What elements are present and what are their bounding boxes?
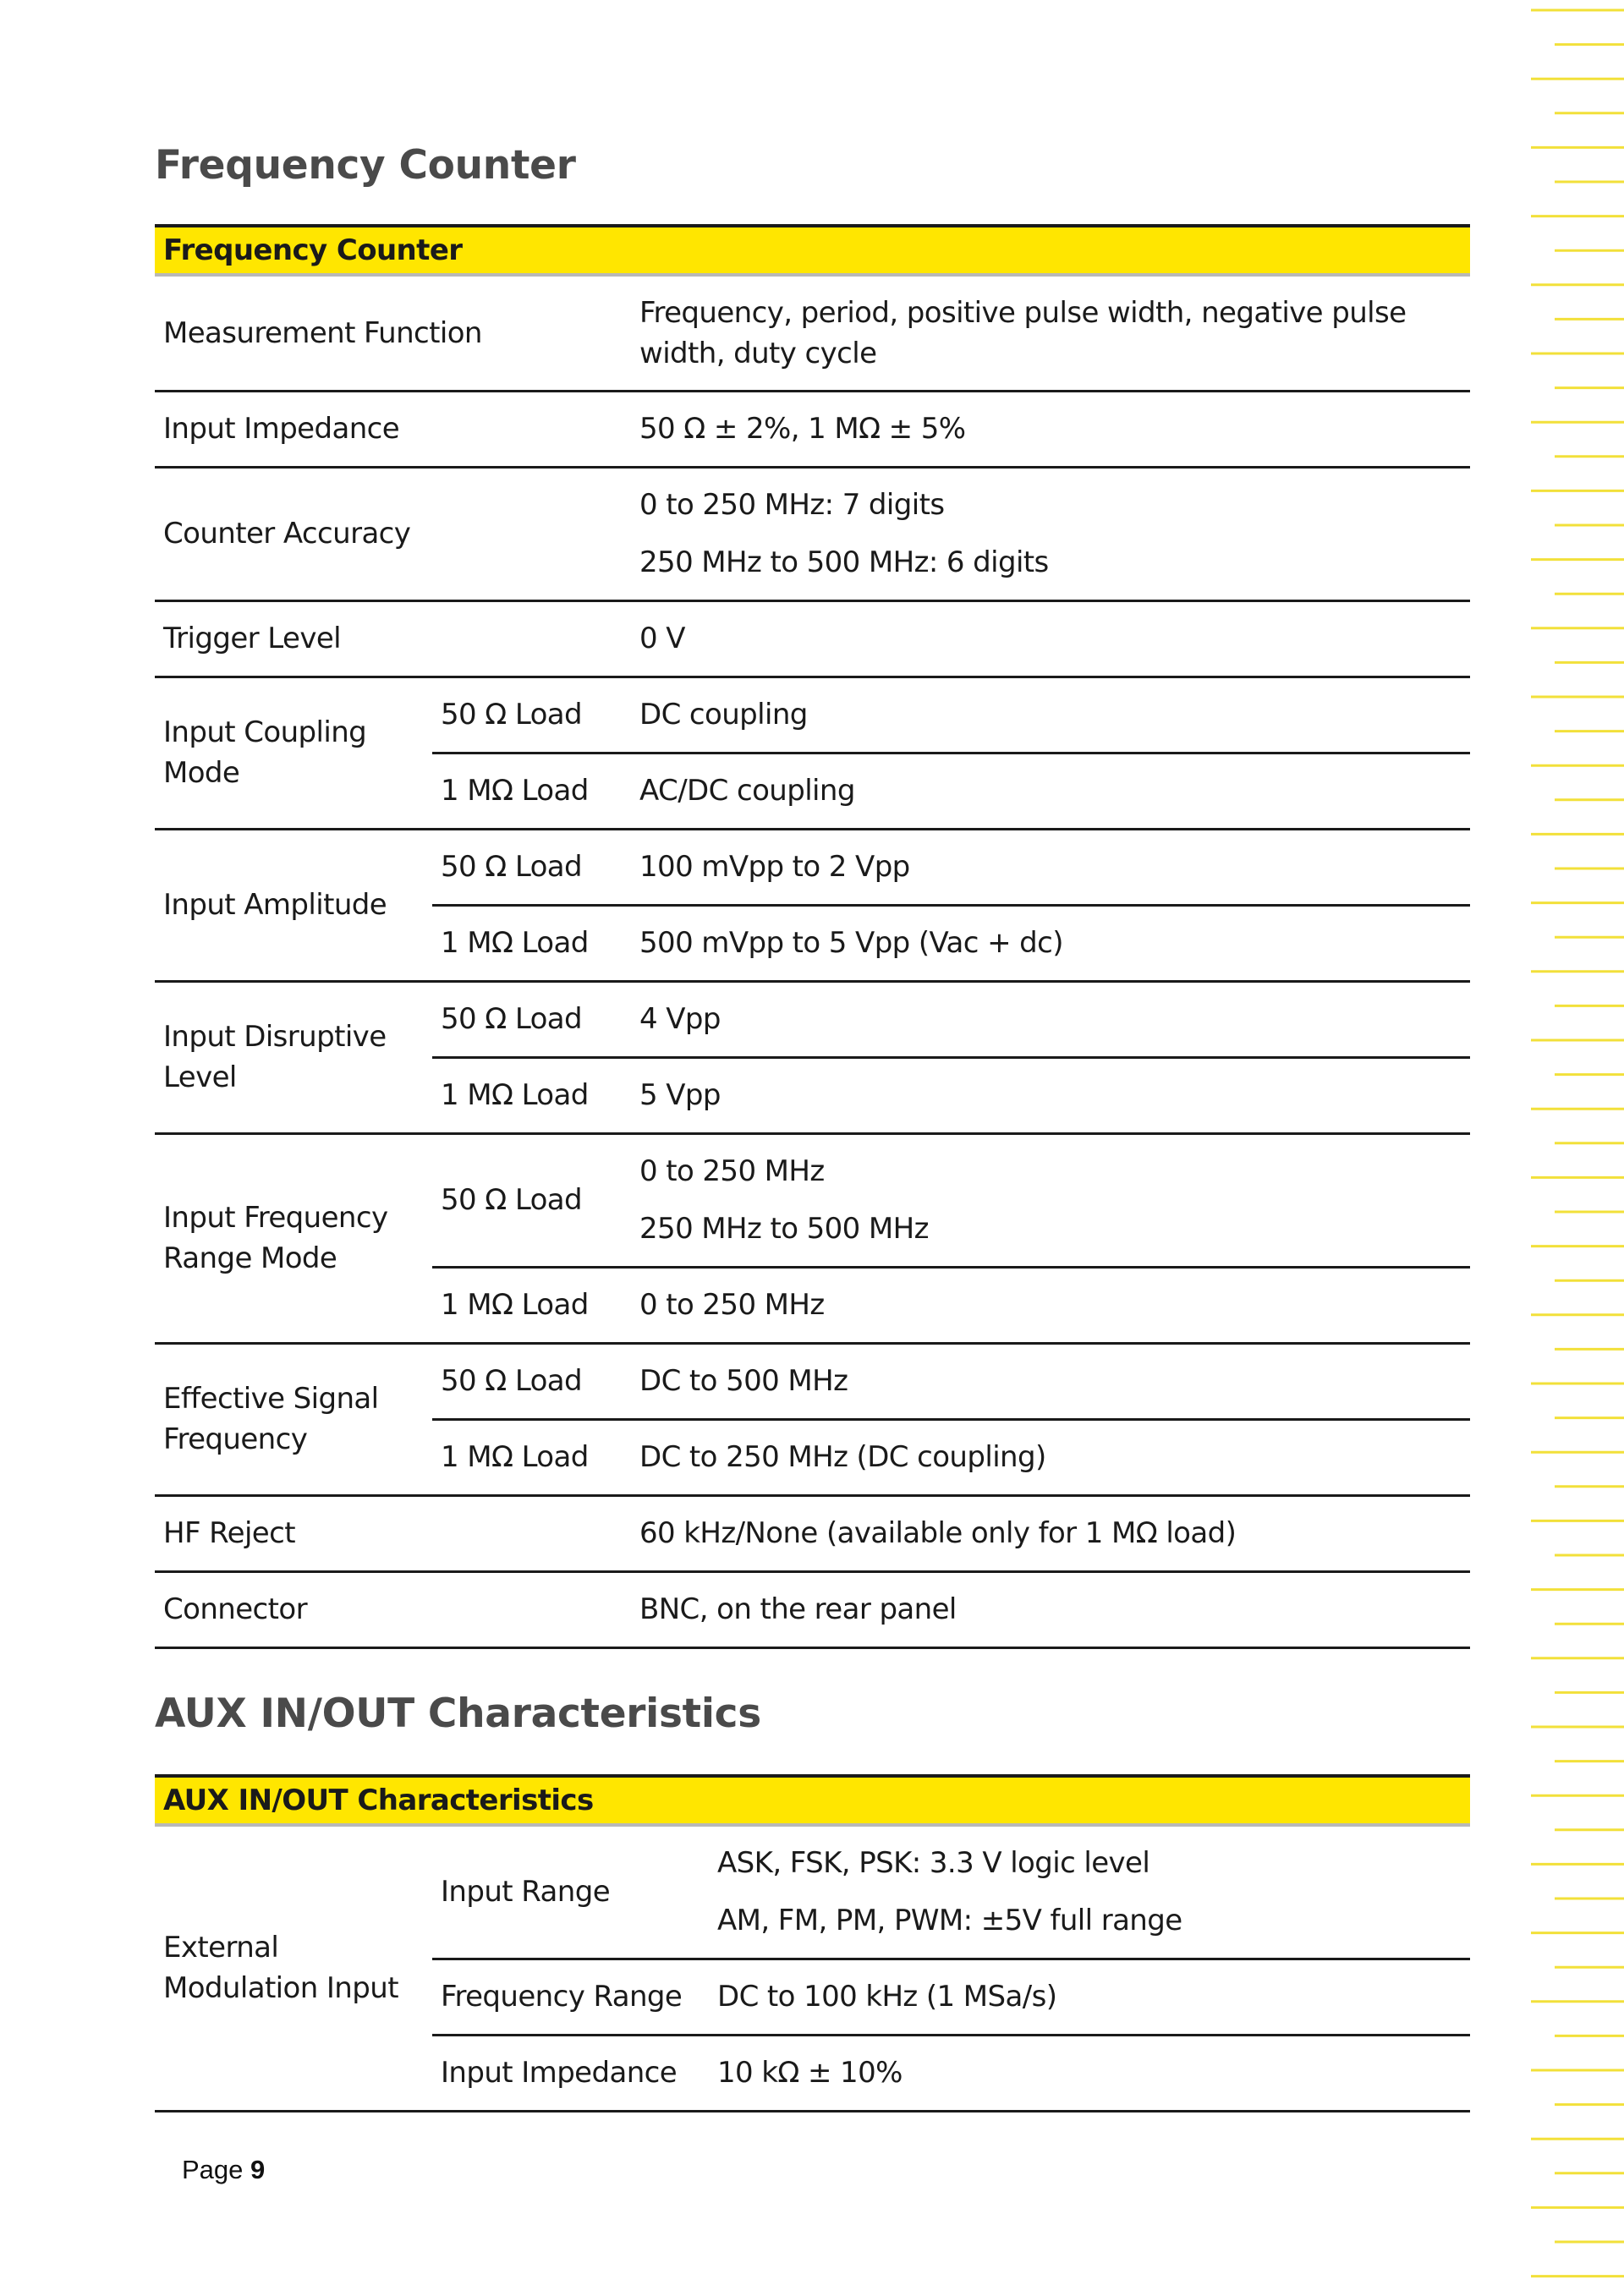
row-label: Input Frequency Range Mode	[155, 1133, 432, 1343]
row-value: DC to 500 MHz	[631, 1343, 1470, 1419]
table-row	[155, 1343, 1470, 1419]
row-label: Trigger Level	[155, 600, 631, 677]
value-line: ASK, FSK, PSK: 3.3 V logic level	[717, 1846, 1150, 1881]
table-header: Frequency Counter	[155, 226, 1470, 275]
row-label: Input Amplitude	[155, 829, 432, 981]
page-number-value: 9	[250, 2155, 266, 2184]
row-value: 10 kΩ ± 10%	[709, 2035, 1470, 2111]
row-label: Input Disruptive Level	[155, 981, 432, 1133]
load-label: 1 MΩ Load	[432, 1419, 631, 1495]
table-row	[155, 677, 1470, 753]
load-label: 50 Ω Load	[432, 677, 631, 753]
row-value: 50 Ω ± 2%, 1 MΩ ± 5%	[631, 391, 1470, 467]
value-line: 0 to 250 MHz: 7 digits	[639, 488, 945, 522]
row-value: DC to 100 kHz (1 MSa/s)	[709, 1959, 1470, 2035]
sub-label: Input Impedance	[432, 2035, 709, 2111]
load-label: 50 Ω Load	[432, 1343, 631, 1419]
row-value: DC to 250 MHz (DC coupling)	[631, 1419, 1470, 1495]
row-label: HF Reject	[155, 1495, 631, 1571]
table-row	[155, 1825, 1470, 1959]
table-header-row	[155, 226, 1470, 275]
row-value: DC coupling	[631, 677, 1470, 753]
value-line: 250 MHz to 500 MHz: 6 digits	[639, 545, 1049, 579]
table-row	[155, 600, 1470, 677]
row-label: Connector	[155, 1571, 631, 1647]
row-value: Frequency, period, positive pulse width, negative pulse width, duty cycle	[631, 275, 1470, 391]
load-label: 50 Ω Load	[432, 1133, 631, 1267]
table-row	[155, 981, 1470, 1057]
row-value: 5 Vpp	[631, 1057, 1470, 1133]
row-label: Effective Signal Frequency	[155, 1343, 432, 1495]
row-label: Input Coupling Mode	[155, 677, 432, 829]
value-line: 0 to 250 MHz	[639, 1154, 825, 1188]
load-label: 1 MΩ Load	[432, 753, 631, 829]
aux-in-out-table	[155, 1774, 1470, 2112]
frequency-counter-table	[155, 224, 1470, 1649]
row-label: Counter Accuracy	[155, 467, 631, 600]
row-value: 500 mVpp to 5 Vpp (Vac + dc)	[631, 905, 1470, 981]
table-row	[155, 1571, 1470, 1647]
row-value: 0 V	[631, 600, 1470, 677]
load-label: 1 MΩ Load	[432, 1267, 631, 1343]
sub-label: Frequency Range	[432, 1959, 709, 2035]
load-label: 50 Ω Load	[432, 981, 631, 1057]
load-label: 1 MΩ Load	[432, 905, 631, 981]
table-row	[155, 467, 1470, 600]
section-title-aux-in-out: AUX IN/OUT Characteristics	[155, 1690, 761, 1737]
table-header-row	[155, 1776, 1470, 1825]
section-title-frequency-counter: Frequency Counter	[155, 142, 576, 189]
row-value: 100 mVpp to 2 Vpp	[631, 829, 1470, 905]
row-value: 60 kHz/None (available only for 1 MΩ load)	[631, 1495, 1470, 1571]
load-label: 50 Ω Load	[432, 829, 631, 905]
value-line: 250 MHz to 500 MHz	[639, 1212, 929, 1246]
table-row	[155, 1495, 1470, 1571]
row-value: 4 Vpp	[631, 981, 1470, 1057]
row-value	[709, 1825, 1470, 1959]
side-decoration	[1531, 0, 1624, 2296]
row-value	[631, 1133, 1470, 1267]
table-row	[155, 1133, 1470, 1267]
row-value: 0 to 250 MHz	[631, 1267, 1470, 1343]
row-label: Input Impedance	[155, 391, 631, 467]
row-value: BNC, on the rear panel	[631, 1571, 1470, 1647]
value-line: AM, FM, PM, PWM: ±5V full range	[717, 1904, 1182, 1938]
row-label: External Modulation Input	[155, 1825, 432, 2111]
sub-label: Input Range	[432, 1825, 709, 1959]
table-header: AUX IN/OUT Characteristics	[155, 1776, 1470, 1825]
page-label: Page	[182, 2155, 244, 2184]
row-value: AC/DC coupling	[631, 753, 1470, 829]
table-row	[155, 275, 1470, 391]
table-row	[155, 391, 1470, 467]
row-value	[631, 467, 1470, 600]
page-number	[182, 2155, 265, 2185]
load-label: 1 MΩ Load	[432, 1057, 631, 1133]
row-label: Measurement Function	[155, 275, 631, 391]
table-row	[155, 829, 1470, 905]
